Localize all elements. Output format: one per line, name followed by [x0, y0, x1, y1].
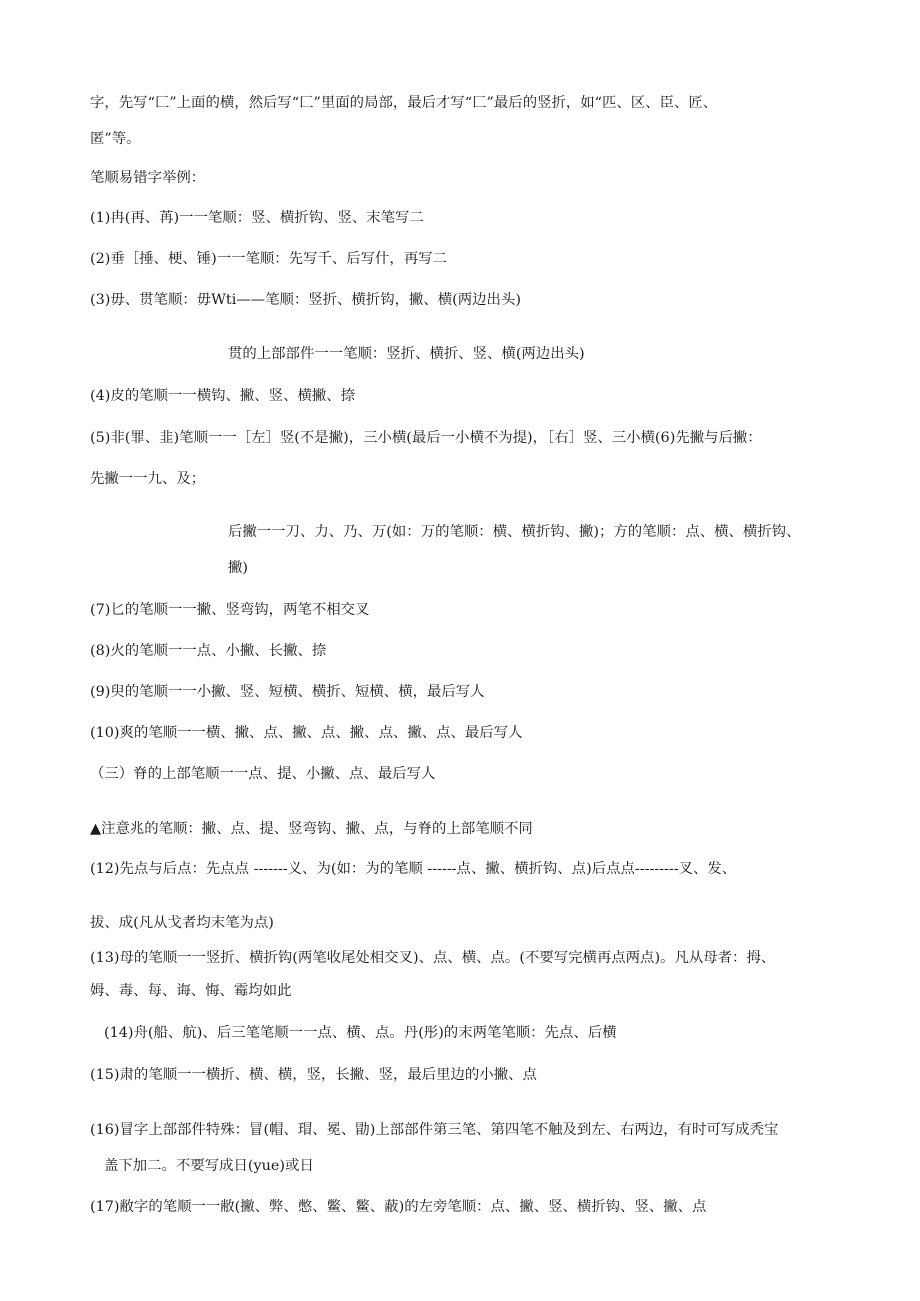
item-9: (9)臾的笔顺一一小撇、竖、短横、横折、短横、横，最后写人: [90, 684, 485, 700]
item-10: (10)爽的笔顺一一横、撇、点、撇、点、撇、点、撇、点、最后写人: [90, 725, 523, 741]
item-15: (15)肃的笔顺一一横折、横、横，竖，长撇、竖，最后里边的小撇、点: [90, 1067, 537, 1083]
item-14: (14)舟(船、航)、后三笔笔顺一一点、横、点。丹(彤)的末两笔笔顺：先点、后横: [104, 1025, 617, 1041]
item-6-first: 先撇一一九、及；: [90, 471, 206, 487]
text-line-1: 字，先写“匚”上面的横，然后写“匚”里面的局部，最后才写“匚”最后的竖折，如“匹、区、臣、匠、: [90, 95, 718, 111]
item-3: (3)毋、贯笔顺：毋Wti——笔顺：竖折、横折钩，撇、横(两边出头): [90, 292, 521, 308]
item-16-cont: 盖下加二。不要写成日(yue)或日: [104, 1158, 314, 1174]
item-12-cont: 拔、成(凡从戈者均末笔为点): [90, 915, 274, 931]
section-heading: 笔顺易错字举例：: [90, 170, 206, 186]
item-1: (1)冉(再、苒)一一笔顺：竖、横折钩、竖、末笔写二: [90, 210, 424, 226]
item-3-sub: 贯的上部部件一一笔顺：竖折、横折、竖、横(两边出头): [228, 346, 585, 362]
item-5: (5)非(罪、韭)笔顺一一［左］竖(不是撇)，三小横(最后一小横不为提)，［右］竖、三小横(6)先撇与后撇：: [90, 430, 762, 446]
item-8: (8)火的笔顺一一点、小撇、长撇、捺: [90, 643, 327, 659]
item-16: (16)冒字上部部件特殊：冒(帽、瑁、冕、勖)上部部件第三笔、第四笔不触及到左、右两边，有时可写成秃宝: [90, 1122, 779, 1138]
item-6-second: 后撇一一刀、力、乃、万(如：万的笔顺：横、横折钩、撇)；方的笔顺：点、横、横折钩、: [228, 524, 801, 540]
item-4: (4)皮的笔顺一一横钩、撇、竖、横撇、捺: [90, 388, 356, 404]
note-line: ▲注意兆的笔顺：撇、点、提、竖弯钩、撇、点，与脊的上部笔顺不同: [90, 821, 533, 837]
item-7: (7)匕的笔顺一一撇、竖弯钩，两笔不相交叉: [90, 602, 370, 618]
item-13: (13)母的笔顺一一竖折、横折钩(两笔收尾处相交叉)、点、横、点。(不要写完横再点两点)。凡从母者：拇、: [90, 950, 776, 966]
item-11: （三）脊的上部笔顺一一点、提、小撇、点、最后写人: [90, 766, 436, 782]
item-17: (17)敝字的笔顺一一敝(撇、弊、憋、鳖、鳖、蔽)的左旁笔顺：点、撇、竖、横折钩、竖、撇、点: [90, 1199, 707, 1215]
text-line-2: 匿”等。: [90, 131, 141, 147]
item-6-second-cont: 撇): [228, 560, 249, 576]
item-13-cont: 姆、毒、每、诲、悔、霉均如此: [90, 983, 292, 999]
item-2: (2)垂［捶、梗、锤)一一笔顺：先写千、后写什，再写二: [90, 251, 447, 267]
item-12: (12)先点与后点：先点点 -------义、为(如：为的笔顺 ------点、撇、横折钩、点)后点点---------叉、发、: [90, 861, 737, 877]
